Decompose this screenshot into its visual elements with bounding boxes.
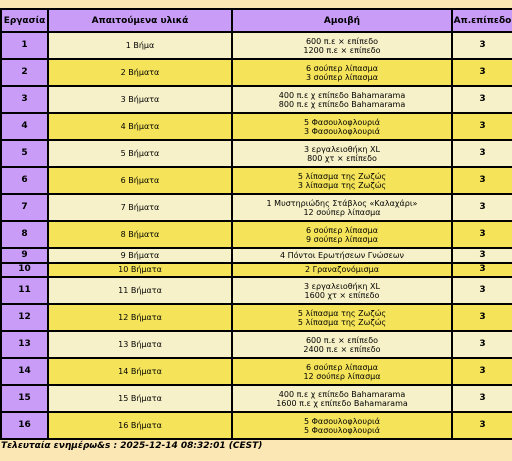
table-row [2, 141, 512, 166]
task-number: 16 [2, 413, 47, 438]
materials-cell: 12 Βήματα [49, 305, 231, 330]
reward-line: 5 λίπασμα της Ζωζώς [297, 317, 387, 327]
task-number: 8 [2, 222, 47, 247]
materials-cell: 4 Βήματα [49, 114, 231, 139]
reward-line: 3 Φασουλοφλουριά [303, 126, 381, 136]
reward-cell [233, 141, 451, 166]
task-number: 4 [2, 114, 47, 139]
reward-cell [233, 305, 451, 330]
header-level: Απ.επίπεδο [453, 10, 512, 31]
materials-cell: 6 Βήματα [49, 168, 231, 193]
level-cell: 3 [453, 413, 512, 438]
level-cell: 3 [453, 195, 512, 220]
table-row [2, 60, 512, 85]
level-cell: 3 [453, 222, 512, 247]
task-number: 7 [2, 195, 47, 220]
level-cell: 3 [453, 114, 512, 139]
task-number: 1 [2, 33, 47, 58]
task-number: 2 [2, 60, 47, 85]
task-number: 5 [2, 141, 47, 166]
reward-line: 5 λίπασμα της Ζωζώς [297, 308, 387, 318]
level-cell: 3 [453, 141, 512, 166]
table-row [2, 222, 512, 247]
reward-line: 3 σούπερ λίπασμα [306, 72, 378, 82]
reward-line: 6 σούπερ λίπασμα [306, 225, 378, 235]
header-reward: Αμοιβή [233, 10, 451, 31]
reward-line: 3 εργαλειοθήκη XL [304, 281, 380, 291]
table-body [2, 33, 512, 438]
table-row [2, 413, 512, 438]
task-number: 12 [2, 305, 47, 330]
header-materials: Απαιτούμενα υλικά [49, 10, 231, 31]
table-row [2, 195, 512, 220]
task-number: 13 [2, 332, 47, 357]
level-cell: 3 [453, 305, 512, 330]
reward-line: 12 σούπερ λίπασμα [303, 207, 381, 217]
reward-line: 4 Πόντοι Ερωτήσεων Γνώσεων [280, 250, 404, 260]
reward-cell [233, 33, 451, 58]
materials-cell: 9 Βήματα [49, 249, 231, 262]
reward-line: 9 σούπερ λίπασμα [306, 234, 378, 244]
reward-cell [233, 413, 451, 438]
level-cell: 3 [453, 87, 512, 112]
materials-cell: 15 Βήματα [49, 386, 231, 411]
task-number: 6 [2, 168, 47, 193]
table-row [2, 168, 512, 193]
reward-cell [233, 264, 451, 277]
reward-cell [233, 87, 451, 112]
task-number: 11 [2, 278, 47, 303]
reward-line: 600 π.ε × επίπεδο [305, 335, 379, 345]
reward-cell [233, 386, 451, 411]
reward-cell [233, 222, 451, 247]
table-row [2, 249, 512, 262]
level-cell: 3 [453, 168, 512, 193]
reward-cell [233, 332, 451, 357]
materials-cell: 8 Βήματα [49, 222, 231, 247]
level-cell: 3 [453, 60, 512, 85]
reward-line: 800 π.ε χ επίπεδο Bahamarama [278, 99, 406, 109]
tasks-table [0, 8, 512, 440]
reward-cell [233, 168, 451, 193]
materials-cell: 1 Βήμα [49, 33, 231, 58]
materials-cell: 3 Βήματα [49, 87, 231, 112]
reward-cell [233, 114, 451, 139]
level-cell: 3 [453, 359, 512, 384]
level-cell: 3 [453, 264, 512, 277]
reward-line: 6 σούπερ λίπασμα [306, 362, 378, 372]
reward-line: 5 λίπασμα της Ζωζώς [297, 171, 387, 181]
task-number: 9 [2, 249, 47, 262]
reward-line: 5 Φασουλοφλουριά [303, 117, 381, 127]
reward-line: 2400 π.ε × επίπεδο [303, 344, 381, 354]
reward-line: 400 π.ε χ επίπεδο Bahamarama [278, 389, 406, 399]
header-task: Εργασία [2, 10, 47, 31]
last-updated: Τελευταία ενημέρω&s : 2025-12-14 08:32:01 (CEST) [1, 441, 263, 451]
task-number: 10 [2, 264, 47, 277]
reward-line: 6 σούπερ λίπασμα [306, 63, 378, 73]
table-header-row [2, 10, 512, 31]
reward-line: 3 λίπασμα της Ζωζώς [297, 180, 387, 190]
materials-cell: 16 Βήματα [49, 413, 231, 438]
level-cell: 3 [453, 278, 512, 303]
task-number: 3 [2, 87, 47, 112]
level-cell: 3 [453, 332, 512, 357]
reward-line: 800 χτ × επίπεδο [307, 153, 377, 163]
materials-cell: 7 Βήματα [49, 195, 231, 220]
table-row [2, 33, 512, 58]
reward-line: 3 εργαλειοθήκη XL [304, 144, 380, 154]
reward-line: 400 π.ε χ επίπεδο Bahamarama [278, 90, 406, 100]
reward-cell [233, 249, 451, 262]
table-row [2, 264, 512, 277]
reward-cell [233, 278, 451, 303]
reward-line: 5 Φασουλοφλουριά [303, 416, 381, 426]
task-number: 15 [2, 386, 47, 411]
reward-line: 600 π.ε × επίπεδο [305, 36, 379, 46]
level-cell: 3 [453, 249, 512, 262]
table-row [2, 386, 512, 411]
reward-line: 1 Μυστηριώδης Στάβλος «Καλαχάρι» [266, 198, 418, 208]
materials-cell: 10 Βήματα [49, 264, 231, 277]
materials-cell: 2 Βήματα [49, 60, 231, 85]
reward-line: 1600 χτ × επίπεδο [304, 290, 380, 300]
materials-cell: 11 Βήματα [49, 278, 231, 303]
table-row [2, 114, 512, 139]
table-row [2, 359, 512, 384]
reward-cell [233, 359, 451, 384]
table-row [2, 332, 512, 357]
reward-line: 2 Γραναζονόμισμα [304, 265, 380, 275]
reward-line: 1200 π.ε × επίπεδο [303, 45, 381, 55]
materials-cell: 14 Βήματα [49, 359, 231, 384]
materials-cell: 5 Βήματα [49, 141, 231, 166]
table-row [2, 305, 512, 330]
reward-line: 12 σούπερ λίπασμα [303, 371, 381, 381]
reward-cell [233, 60, 451, 85]
reward-line: 1600 π.ε χ επίπεδο Bahamarama [276, 398, 408, 408]
reward-cell [233, 195, 451, 220]
table-row [2, 278, 512, 303]
table-row [2, 87, 512, 112]
reward-line: 5 Φασουλοφλουριά [303, 425, 381, 435]
task-number: 14 [2, 359, 47, 384]
level-cell: 3 [453, 386, 512, 411]
level-cell: 3 [453, 33, 512, 58]
materials-cell: 13 Βήματα [49, 332, 231, 357]
